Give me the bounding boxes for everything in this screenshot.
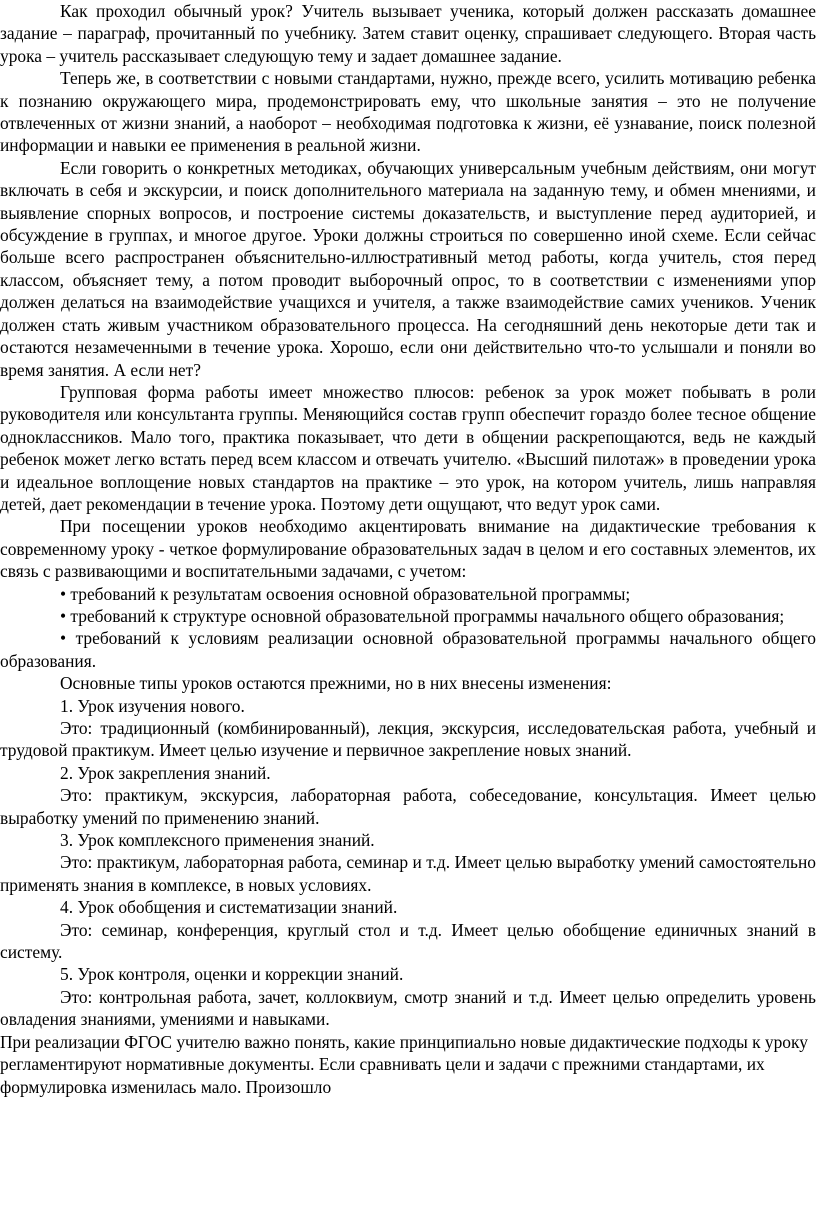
lesson-type-2-heading: 2. Урок закрепления знаний.	[60, 762, 271, 783]
lesson-type-4-desc: Это: семинар, конференция, круглый стол и т.д. Имеет целью обобщение единичных знаний в систему.	[0, 919, 816, 963]
bullet-results: • требований к результатам освоения основной образовательной программы;	[60, 583, 631, 604]
paragraph-group-work: Групповая форма работы имеет множество плюсов: ребенок за урок может побывать в роли руководителя или консультанта группы. Меняющийся состав групп обеспечит гораздо более тесное общение одноклассников. Мало того, практика показывает, что дети в общении раскрепощаются, ведь не каждый ребенок может легко встать перед всем классом и отвечать учителю. «Высший пилотаж» в проведении урока и идеальное воплощение новых стандартов на практике – это урок, на котором учитель, лишь направляя детей, дает рекомендации в течение урока. Поэтому дети ощущают, что ведут урок сами.	[0, 381, 816, 514]
lesson-type-2-desc: Это: практикум, экскурсия, лабораторная работа, собеседование, консультация. Имеет целью выработку умений по применению знаний.	[0, 785, 816, 828]
bullet-structure: • требований к структуре основной образовательной программы начального общего образования;	[60, 605, 785, 626]
lesson-type-1-desc: Это: традиционный (комбинированный), лекция, экскурсия, исследовательская работа, учебный и трудовой практикум. Имеет целью изучение и первичное закрепление новых знаний.	[0, 718, 816, 761]
paragraph-new-standards: Теперь же, в соответствии с новыми стандартами, нужно, прежде всего, усилить мотивацию ребенка к познанию окружающего мира, продемонстрировать ему, что школьные занятия – это не получение отвлеченных от жизни знаний, а наоборот – необходимая подготовка к жизни, её узнавание, поиск полезной информации и навыки ее применения в реальной жизни.	[0, 68, 816, 156]
lesson-type-3-desc: Это: практикум, лабораторная работа, семинар и т.д. Имеет целью выработку умений самостоятельно применять знания в комплексе, в новых условиях.	[0, 852, 816, 895]
paragraph-intro: Как проходил обычный урок? Учитель вызывает ученика, который должен рассказать домашнее задание – параграф, прочитанный по учебнику. Затем ставит оценку, спрашивает следующего. Вторая часть урока – учитель рассказывает следующую тему и задает домашнее задание.	[0, 1, 816, 66]
lesson-type-5-heading: 5. Урок контроля, оценки и коррекции знаний.	[60, 964, 404, 985]
bullet-conditions: • требований к условиям реализации основной образовательной программы начального общего образования.	[0, 628, 816, 671]
lesson-type-5-desc: Это: контрольная работа, зачет, коллоквиум, смотр знаний и т.д. Имеет целью определить уровень овладения знаниями, умениями и навыками.	[0, 986, 816, 1030]
lesson-type-4-heading: 4. Урок обобщения и систематизации знаний.	[60, 897, 398, 918]
paragraph-methods: Если говорить о конкретных методиках, обучающих универсальным учебным действиям, они могут включать в себя и экскурсии, и поиск дополнительного материала на заданную тему, и обмен мнениями, и выявление спорных вопросов, и построение системы доказательств, и выступление перед аудиторией, и обсуждение в группах, и многое другое. Уроки должны строиться по совершенно иной схеме. Если сейчас больше всего распространен объяснительно-иллюстративный метод работы, когда учитель, стоя перед классом, объясняет тему, а потом проводит выборочный опрос, то в соответствии с изменениями упор должен делаться на взаимодействие учащихся и учителя, а также взаимодействие самих учеников. Ученик должен стать живым участником образовательного процесса. На сегодняшний день некоторые дети так и остаются незамеченными в течение урока. Хорошо, если они действительно что-то услышали и поняли во время занятия. А если нет?	[0, 157, 816, 380]
paragraph-fgos: При реализации ФГОС учителю важно понять, какие принципиально новые дидактические подходы к уроку регламентируют нормативные документы. Если сравнивать цели и задачи с прежними стандартами, их формулировка изменилась мало. Произошло	[0, 1031, 808, 1097]
paragraph-lesson-types: Основные типы уроков остаются прежними, но в них внесены изменения:	[60, 673, 612, 694]
lesson-type-1-heading: 1. Урок изучения нового.	[60, 695, 245, 716]
lesson-type-3-heading: 3. Урок комплексного применения знаний.	[60, 830, 375, 851]
paragraph-requirements: При посещении уроков необходимо акцентировать внимание на дидактические требования к современному уроку - четкое формулирование образовательных задач в целом и его составных элементов, их связь с развивающими и воспитательными задачами, с учетом:	[0, 516, 816, 582]
